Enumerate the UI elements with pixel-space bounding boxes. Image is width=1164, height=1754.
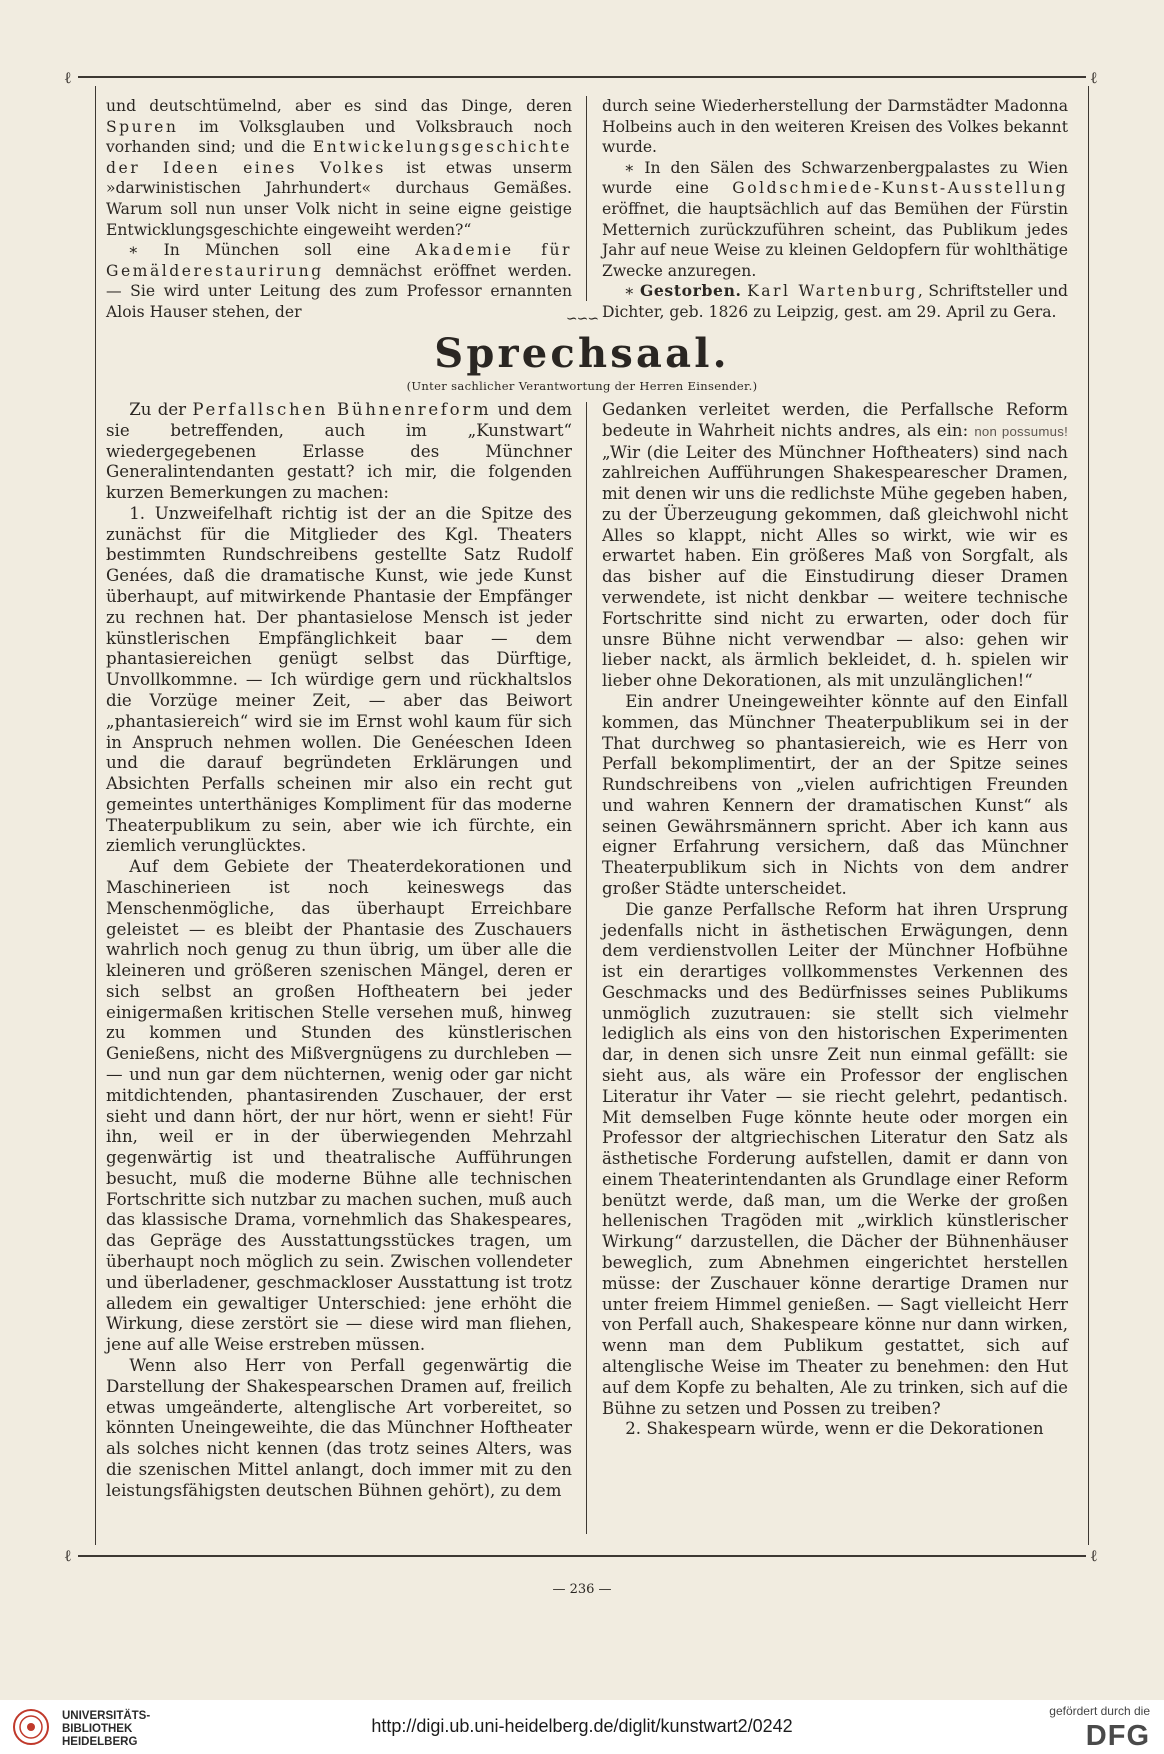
paragraph: Wenn also Herr von Perfall gegenwärtig die Darstellung der Shakespearschen Dramen auf, freilich etwas umgeänderte, altenglische Art vorbereitet, so könnten Uneingeweihte, die das Münchner Hoftheater als solches nicht kennen (das trotz seines Alters, was die szenischen Mittel anlangt, doch immer mit zu den leistungsfähigsten deutschen Bühnen gehört), zu dem [106, 1355, 572, 1500]
sponsor-text: gefördert durch die [1049, 1704, 1150, 1718]
paragraph: Ein andrer Uneingeweihter könnte auf den Einfall kommen, das Münchner Theaterpublikum sei in der That durchweg so phantasiereich, wie es Herr von Perfall bekomplimentirt, der an der Spitze seines Rundschreibens von „vielen aufrichtigen Freunden und wahren Kennern der dramatischen Kunst“ als seinen Gewährsmännern spricht. Aber ich kann aus eigner Erfahrung versichern, daß das Münchner Theaterpublikum sich in Nichts von dem andrer großer Städte unterscheidet. [602, 691, 1068, 898]
frame-corner-ornament-tr: ℓ [1090, 68, 1098, 87]
top-left-column [106, 96, 572, 323]
frame-corner-ornament-br: ℓ [1090, 1546, 1098, 1565]
institution-line: BIBLIOTHEK [62, 1723, 133, 1735]
paragraph: durch seine Wiederherstellung der Darmstädter Madonna Holbeins auch in den weiteren Kreisen des Volkes bekannt wurde. [602, 97, 1068, 157]
page-number: — 236 — [552, 1582, 612, 1597]
institution-line: UNIVERSITÄTS- [62, 1710, 151, 1722]
permalink-url[interactable]: http://digi.ub.uni-heidelberg.de/diglit/kunstwart2/0242 [371, 1716, 793, 1736]
frame-bottom-line [78, 1555, 1086, 1557]
frame-corner-ornament-bl: ℓ [64, 1546, 72, 1565]
lower-left-column [106, 400, 572, 1501]
paragraph: und deutschtümelnd, aber es sind das Dinge, deren Spuren im Volksglauben und Volksbrauch noch vorhanden sind; und die Entwickelungsgeschichte der Ideen eines Volkes ist etwas unserm »darwinistischen Jahrhundert« durchaus Gemäßes. Warum soll nun unser Volk nicht in seine eigne geistige Entwicklungsgeschichte eingeweiht werden?“ [106, 97, 573, 239]
lower-right-column [602, 400, 1068, 1440]
paragraph: ∗ In den Sälen des Schwarzenbergpalastes zu Wien wurde eine Goldschmiede-Kunst-Ausstellung eröffnet, die hauptsächlich auf das Bemühen der Fürstin Metternich zurückzuführen scheint, das Publikum jedes Jahr auf neue Weise zu kleinen Geldopfern für wohlthätige Zwecke anzuregen. [602, 158, 1068, 280]
paragraph: ∗ In München soll eine Akademie für Gemälderestaurirung demnächst eröffnet werden. — Sie wird unter Leitung des zum Professor ernannten Alois Hauser stehen, der [106, 241, 572, 321]
section-title: Sprechsaal. [434, 330, 730, 377]
paragraph: Die ganze Perfallsche Reform hat ihren Ursprung jedenfalls nicht in ästhetischen Erwägungen, denn dem verdienstvollen Leiter der Münchner Hofbühne ist ein derartiges vollkommenstes Verkennen des Geschmacks und des Bedürfnisses seines Publikums unmöglich zuzutrauen: sie stellt sich vielmehr lediglich als eins von den historischen Experimenten dar, in denen sich unsre Zeit nun einmal gefällt: sie sieht aus, als wäre ein Professor der englischen Literatur ihr Vater — sie riecht gelehrt, pedantisch. Mit demselben Fuge könnte heute oder morgen ein Professor der altgriechischen Literatur den Satz als ästhetische Forderung aufstellen, damit er dann von einem Theaterintendanten als Grundlage einer Reform benützt werde, daß man, um die Werke der großen hellenischen Tragöden mit „wirklich künstlerischer Wirkung“ darzustellen, die Dächer der Bühnenhäuser beweglich, zum Abnehmen eingerichtet herstellen müsse: der Zuschauer könne derartige Dramen nur unter freiem Himmel genießen. — Sagt vielleicht Herr von Perfall auch, Shakespeare könne nur dann wirken, wenn man dem Publikum gestattet, sich auf altenglische Weise im Theater zu benehmen: den Hut auf dem Kopfe zu behalten, Ale zu trinken, sich auf die Bühne zu setzen und Possen zu treiben? [602, 899, 1068, 1418]
frame-top-line [78, 76, 1086, 78]
paragraph: Gedanken verleitet werden, die Perfallsche Reform bedeute in Wahrheit nichts andres, als ein: non possumus! „Wir (die Leiter des Münchner Hoftheaters) sind nach zahlreichen Aufführungen Shakespearescher Dramen, mit denen wir uns die redlichste Mühe gegeben haben, zu der Überzeugung gekommen, daß gleichwohl nicht Alles so klappt, nicht Alles so wirkt, wie wir es erwartet haben. Ein größeres Maß von Sorgfalt, als das bisher auf die Einstudirung dieser Dramen verwendete, ist nicht denkbar — weitere technische Fortschritte sind nicht zu erwarten, oder doch für unsre Bühne nicht verwendbar — also: gehen wir lieber nackt, als ärmlich bekleidet, d. h. spielen wir lieber ohne Dekorationen, als mit unzulänglichen!“ [602, 400, 1068, 691]
top-right-column [602, 96, 1068, 323]
frame-right-line [1088, 86, 1089, 1545]
frame-left-line [95, 86, 96, 1545]
viewer-footer [0, 1700, 1164, 1754]
paragraph: 2. Shakespearn würde, wenn er die Dekorationen [625, 1419, 1044, 1439]
paragraph: Zu der Perfallschen Bühnenreform und dem sie betreffenden, auch im „Kunstwart“ wiedergegebenen Erlasse des Münchner Generalintendanten gestatt? ich mir, die folgenden kurzen Bemerkungen zu machen: [106, 400, 572, 503]
frame-corner-ornament-tl: ℓ [64, 68, 72, 87]
institution-line: HEIDELBERG [62, 1736, 138, 1748]
title-ornament: ∽∽∽ [565, 311, 599, 327]
paragraph: Auf dem Gebiete der Theaterdekorationen und Maschinerieen ist noch keineswegs das Menschenmögliche, das überhaupt Erreichbare geleistet — es bleibt der Phantasie des Zuschauers wahrlich noch genug zu thun übrig, um über alle die kleineren und größeren szenischen Mängel, deren er sich selbst an großen Hoftheatern bei jeder einigermaßen kritischen Stelle versehen muß, hinweg zu kommen und Stunden des künstlerischen Genießens, nicht des Mißvergnügens zu durchleben — — und nun gar dem nüchternen, wenig oder gar nicht mitdichtenden, phantasirenden Zuschauer, der erst sieht und dann hört, der nur hört, wenn er sieht! Für ihn, weil er in der überwiegenden Mehrzahl gegenwärtig ist und theatralische Aufführungen besucht, muß die moderne Bühne alle technischen Fortschritte sich nutzbar zu machen suchen, muß auch das klassische Drama, vornehmlich das Shakespeares, das Gepräge des Ausstattungsstückes tragen, um überhaupt noch möglich zu sein. Zwischen vollendeter und überladener, geschmackloser Ausstattung ist trotz alledem ein gewaltiger Unterschied: jene erhöht die Wirkung, diese zerstört sie — diese wird man fliehen, jene auf alle Weise erstreben müssen. [106, 857, 572, 1355]
top-column-divider [586, 96, 587, 301]
section-subtitle: (Unter sachlicher Verantwortung der Herren Einsender.) [406, 379, 758, 393]
paragraph: 1. Unzweifelhaft richtig ist der an die Spitze des zunächst für die Mitglieder des Kgl. Theaters bestimmten Rundschreibens gestellte Satz Rudolf Genées, daß die dramatische Kunst, wie jede Kunst überhaupt, auf mitwirkende Phantasie der Empfänger zu rechnen hat. Der phantasielose Mensch ist jeder künstlerischen Empfänglichkeit baar — dem phantasiereichen genügt selbst das Dürftige, Unvollkommne. — Ich würdige gern und rückhaltslos die Vorzüge meiner Zeit, — aber das Beiwort „phantasiereich“ wird sie im Ernst wohl kaum für sich in Anspruch nehmen wollen. Die Genéeschen Ideen und die darauf begründeten Erklärungen und Absichten Perfalls scheinen mir also ein recht gut gemeintes unterthäniges Kompliment für das moderne Theaterpublikum zu sein, aber wie ich fürchte, ein ziemlich verunglücktes. [106, 503, 572, 856]
lower-column-divider [586, 402, 587, 1534]
paragraph: ∗ Gestorben. Karl Wartenburg, Schriftsteller und Dichter, geb. 1826 zu Leipzig, gest. am 29. April zu Gera. [602, 281, 1068, 321]
dfg-logo: DFG [1085, 1720, 1150, 1752]
